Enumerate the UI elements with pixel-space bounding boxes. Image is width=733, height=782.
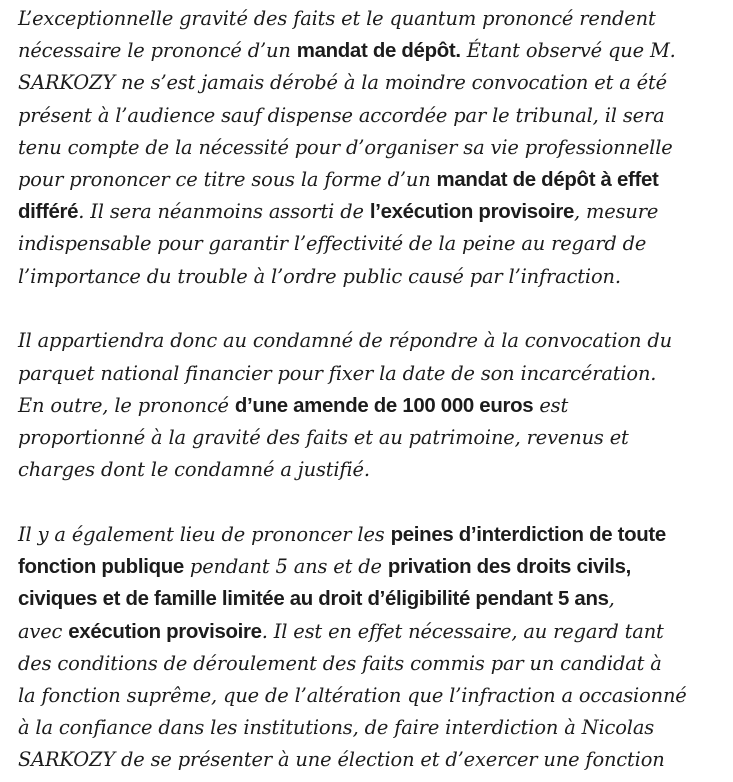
text-line	[18, 228, 730, 260]
text-line	[18, 3, 730, 35]
text-line	[18, 67, 730, 99]
text-run: Étant observé que M.	[460, 39, 676, 63]
text-line	[18, 519, 730, 551]
text-run: , mesure	[574, 200, 659, 224]
text-run: avec	[18, 619, 69, 643]
text-line	[18, 390, 730, 422]
text-run: est	[533, 393, 569, 417]
bold-text: peines d’interdiction de toute	[390, 524, 666, 547]
text-line	[18, 325, 730, 357]
text-run: Il appartiendra donc au condamné de répondre à la convocation du	[18, 329, 672, 353]
bold-text: exécution provisoire	[68, 620, 262, 643]
paragraph-1	[18, 3, 730, 293]
text-run: présent à l’audience sauf dispense accordée par le tribunal, il sera	[18, 103, 665, 127]
text-run: indispensable pour garantir l’effectivité de la peine au regard de	[18, 232, 647, 256]
document-body	[18, 3, 730, 777]
text-line	[18, 583, 730, 615]
text-line	[18, 551, 730, 583]
text-line	[18, 164, 730, 196]
text-run: En outre, le prononcé	[18, 393, 235, 417]
bold-text: mandat de dépôt.	[296, 40, 461, 63]
bold-text: d’une amende de 100 000 euros	[234, 394, 534, 417]
bold-text: l’exécution provisoire	[369, 201, 575, 224]
bold-text: civiques et de famille limitée au droit d’éligibilité pendant 5 ans	[18, 588, 609, 611]
text-line	[18, 744, 730, 776]
text-line	[18, 35, 730, 67]
text-line	[18, 132, 730, 164]
text-run: charges dont le condamné a justifié.	[18, 458, 370, 482]
text-line	[18, 454, 730, 486]
text-run: proportionné à la gravité des faits et au patrimoine, revenus et	[18, 426, 629, 450]
text-run: à la confiance dans les institutions, de faire interdiction à Nicolas	[18, 716, 655, 740]
text-line	[18, 261, 730, 293]
text-line	[18, 680, 730, 712]
text-line	[18, 616, 730, 648]
paragraph-3	[18, 519, 730, 777]
text-run: . Il est en effet nécessaire, au regard tant	[261, 619, 664, 643]
text-run: . Il sera néanmoins assorti de	[78, 200, 370, 224]
text-run: SARKOZY de se présenter à une élection et d’exercer une fonction	[18, 748, 665, 772]
text-run: Il y a également lieu de prononcer les	[18, 523, 391, 547]
text-line	[18, 648, 730, 680]
text-run: nécessaire le prononcé d’un	[18, 39, 297, 63]
text-run: parquet national financier pour fixer la date de son incarcération.	[18, 361, 657, 385]
text-run: la fonction suprême, que de l’altération que l’infraction a occasionné	[18, 684, 687, 708]
text-line	[18, 196, 730, 228]
text-run: l’importance du trouble à l’ordre public causé par l’infraction.	[18, 264, 621, 288]
bold-text: différé	[18, 201, 79, 224]
text-line	[18, 422, 730, 454]
text-run: SARKOZY ne s’est jamais dérobé à la moindre convocation et a été	[18, 71, 667, 95]
text-run: des conditions de déroulement des faits commis par un candidat à	[18, 651, 662, 675]
text-run: L’exceptionnelle gravité des faits et le quantum prononcé rendent	[18, 7, 656, 30]
text-run: pendant 5 ans et de	[183, 555, 388, 579]
text-line	[18, 358, 730, 390]
text-run: pour prononcer ce titre sous la forme d’un	[18, 168, 437, 192]
text-line	[18, 712, 730, 744]
text-line	[18, 100, 730, 132]
bold-text: privation des droits civils,	[387, 556, 632, 579]
paragraph-2	[18, 325, 730, 486]
text-run: ,	[608, 587, 615, 611]
text-run: tenu compte de la nécessité pour d’organiser sa vie professionnelle	[18, 135, 673, 159]
bold-text: fonction publique	[18, 556, 184, 579]
bold-text: mandat de dépôt à effet	[436, 169, 659, 192]
